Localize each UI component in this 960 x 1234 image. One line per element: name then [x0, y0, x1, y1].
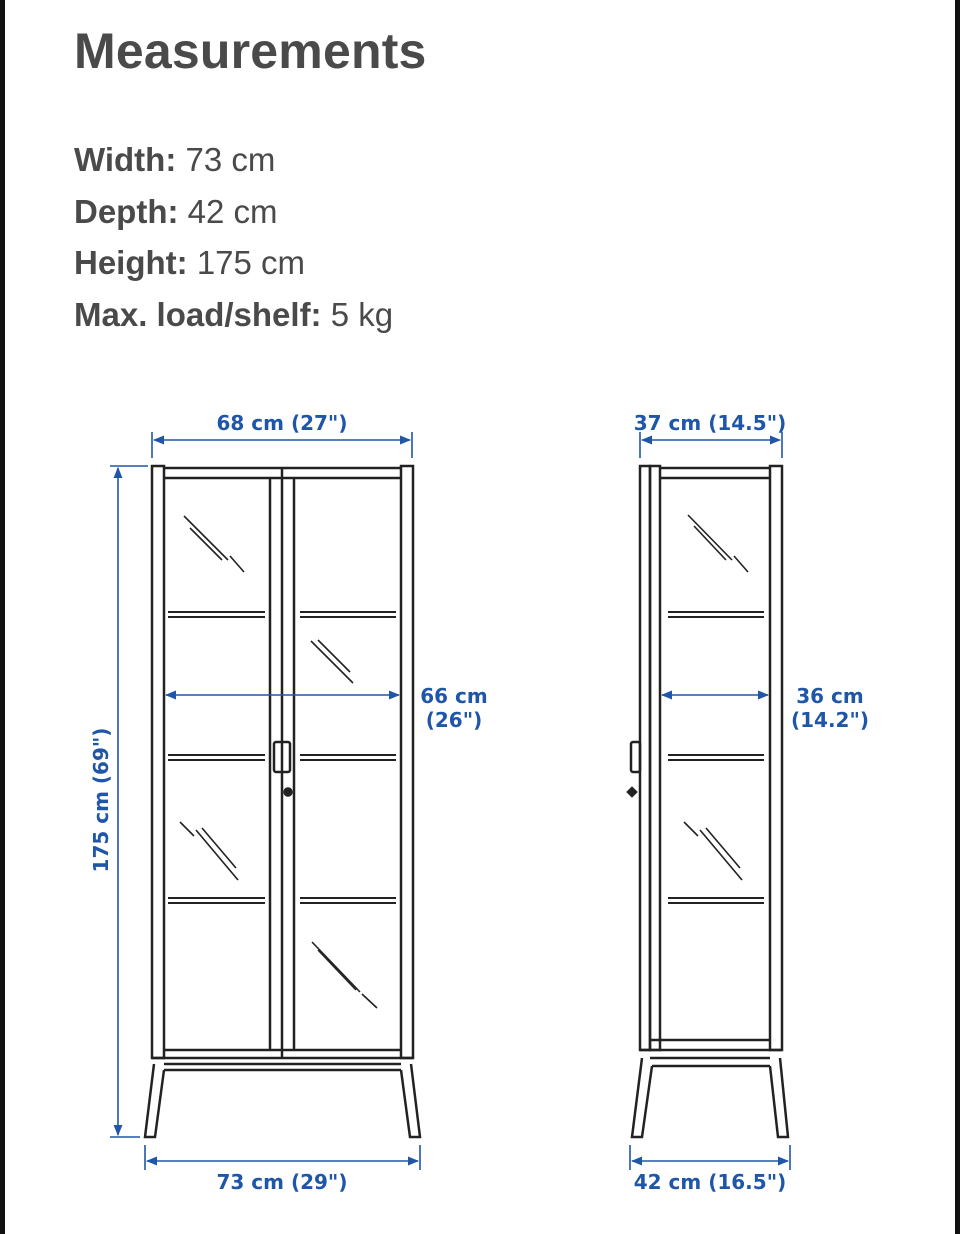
- page-title: Measurements: [74, 23, 427, 79]
- side-bottom-depth-label: 42 cm (16.5"): [633, 1170, 787, 1194]
- spec-value: 73 cm: [176, 141, 276, 178]
- spec-label: Width:: [74, 141, 177, 178]
- front-bottom-width-label: 73 cm (29"): [216, 1170, 348, 1194]
- side-inner-depth-label: 36 cm: [796, 684, 864, 708]
- dimension-lines: [110, 432, 790, 1170]
- front-inner-width-label: 66 cm: [420, 684, 488, 708]
- side-top-depth-label: 37 cm (14.5"): [633, 411, 787, 435]
- spec-value: 42 cm: [178, 192, 278, 230]
- front-inner-width-inches-label: (26"): [425, 708, 483, 732]
- front-top-width-label: 68 cm (27"): [216, 411, 348, 435]
- side-inner-depth-inches-label: (14.2"): [790, 708, 870, 732]
- side-cabinet: [628, 466, 788, 1137]
- spec-label: Depth:: [74, 192, 179, 230]
- spec-value: 175 cm: [187, 244, 306, 281]
- front-cabinet: [145, 466, 420, 1137]
- front-height-label: 175 cm (69"): [89, 727, 113, 873]
- spec-label: Max. load/shelf:: [74, 295, 322, 333]
- spec-label: Height:: [74, 244, 188, 281]
- spec-value: 5 kg: [321, 295, 394, 333]
